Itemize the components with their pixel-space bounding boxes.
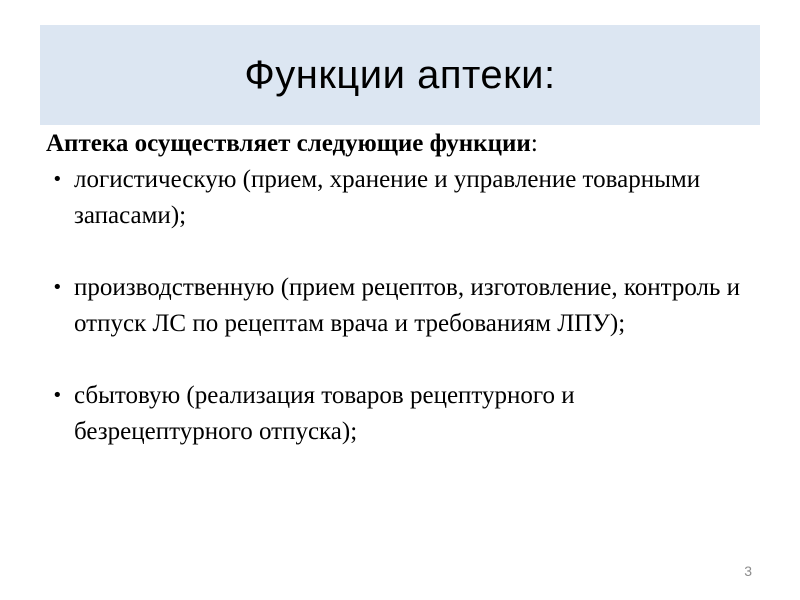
bullet-dot-icon: • (52, 385, 63, 406)
bullet-item-production (46, 270, 756, 342)
intro-bold-text: Аптека осуществляет следующие функции (46, 130, 531, 157)
bullet-text: логистическую (прием, хранение и управление товарными запасами); (74, 166, 701, 229)
bullet-item-logistics (46, 162, 756, 234)
bullet-dot-icon: • (52, 277, 63, 298)
title-band (40, 25, 760, 125)
bullet-dot-icon: • (52, 169, 63, 190)
bullet-list (46, 162, 756, 450)
bullet-text: производственную (прием рецептов, изготовление, контроль и отпуск ЛС по рецептам врача и требованиям ЛПУ); (74, 274, 741, 337)
slide-body (46, 126, 756, 450)
bullet-text: сбытовую (реализация товаров рецептурного и безрецептурного отпуска); (74, 382, 575, 445)
intro-colon: : (530, 130, 538, 157)
page-number: 3 (744, 563, 752, 579)
bullet-item-sales (46, 378, 756, 450)
slide-title: Функции аптеки: (244, 52, 556, 97)
intro-line (46, 126, 756, 162)
